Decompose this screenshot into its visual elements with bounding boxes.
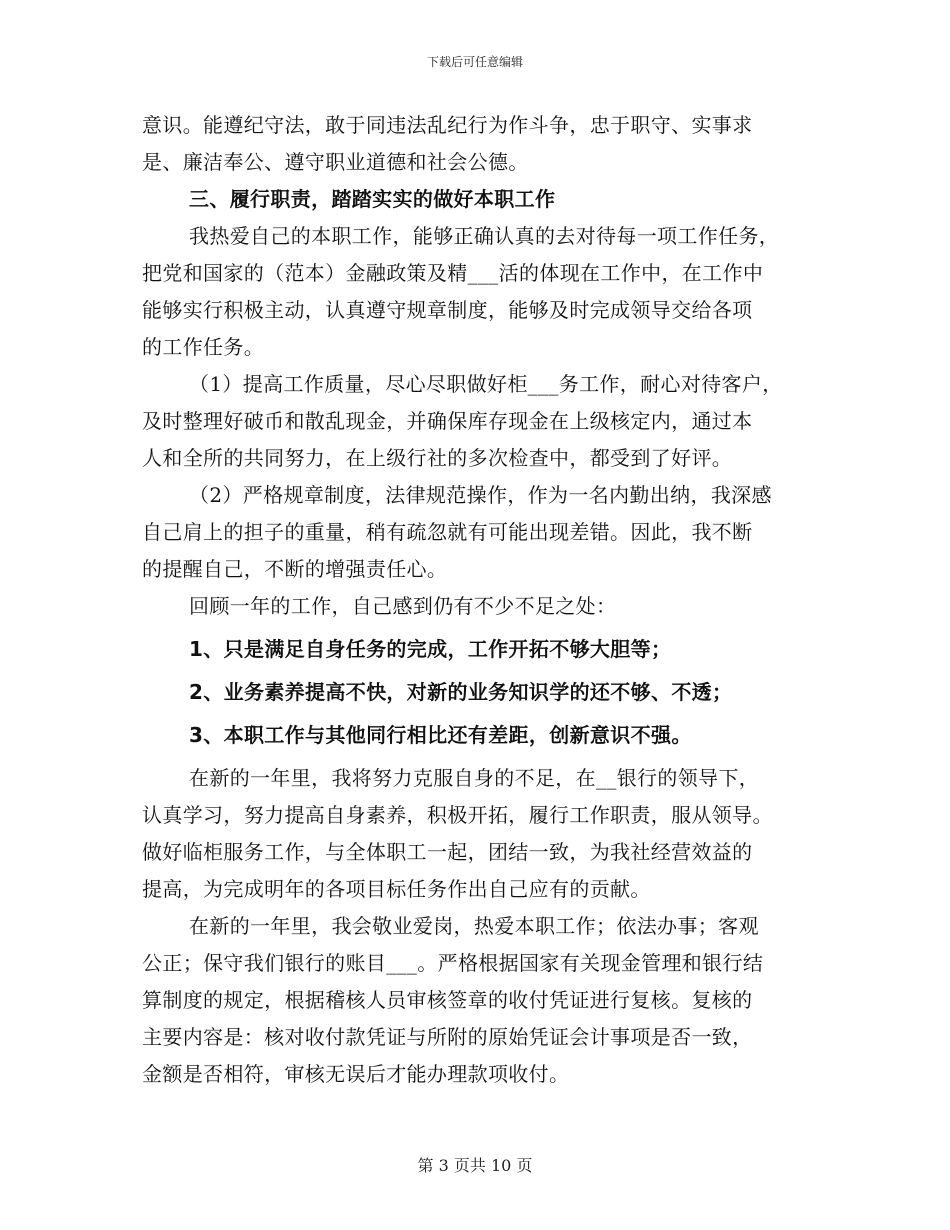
- bold-text-line: 1、只是满足自身任务的完成，工作开拓不够大胆等；: [189, 637, 672, 661]
- text-line: 主要内容是：核对收付款凭证与所附的原始凭证会计事项是否一致，: [142, 1025, 753, 1049]
- text-line: 及时整理好破币和散乱现金，并确保库存现金在上级核定内，通过本: [142, 409, 753, 433]
- text-line: 把党和国家的（范本）金融政策及精___活的体现在工作中，在工作中: [142, 261, 764, 285]
- page-header: 下载后可任意编辑: [426, 55, 523, 69]
- text-line: 提高，为完成明年的各项目标任务作出自己应有的贡献。: [142, 877, 651, 901]
- text-line: 回顾一年的工作，自己感到仍有不少不足之处：: [189, 594, 617, 618]
- text-line: 我热爱自己的本职工作，能够正确认真的去对待每一项工作任务，: [189, 224, 780, 248]
- text-line: 在新的一年里，我将努力克服自身的不足，在__银行的领导下，: [189, 766, 760, 790]
- text-line: 算制度的规定，根据稽核人员审核签章的收付凭证进行复核。复核的: [142, 988, 753, 1012]
- text-line: 的提醒自己，不断的增强责任心。: [142, 557, 448, 581]
- bold-text-line: 三、履行职责，踏踏实实的做好本职工作: [189, 187, 556, 211]
- text-line: 公正；保守我们银行的账目___。严格根据国家有关现金管理和银行结: [142, 951, 764, 975]
- text-line: 的工作任务。: [142, 335, 265, 359]
- text-line: （1）提高工作质量，尽心尽职做好柜___务工作，耐心对待客户，: [189, 372, 783, 396]
- text-line: 认真学习，努力提高自身素养，积极开拓，履行工作职责，服从领导。: [142, 803, 773, 827]
- text-line: 在新的一年里，我会敬业爱岗，热爱本职工作；依法办事；客观: [189, 914, 759, 938]
- document-body: [142, 107, 818, 1093]
- bold-text-line: 2、业务素养提高不快，对新的业务知识学的还不够、不透；: [189, 680, 733, 704]
- text-line: 自己肩上的担子的重量，稍有疏忽就有可能出现差错。因此，我不断: [142, 520, 753, 544]
- text-line: 能够实行积极主动，认真遵守规章制度，能够及时完成领导交给各项: [142, 298, 753, 322]
- text-line: 意识。能遵纪守法，敢于同违法乱纪行为作斗争，忠于职守、实事求: [142, 113, 753, 137]
- bold-text-line: 3、本职工作与其他同行相比还有差距，创新意识不强。: [189, 723, 692, 747]
- text-line: （2）严格规章制度，法律规范操作，作为一名内勤出纳，我深感: [189, 483, 772, 507]
- text-line: 做好临柜服务工作，与全体职工一起，团结一致，为我社经营效益的: [142, 840, 753, 864]
- page-footer: 第 3 页共 10 页: [417, 1156, 533, 1175]
- text-line: 是、廉洁奉公、遵守职业道德和社会公德。: [142, 150, 529, 174]
- text-line: 金额是否相符，审核无误后才能办理款项收付。: [142, 1062, 570, 1086]
- text-line: 人和全所的共同努力，在上级行社的多次检查中，都受到了好评。: [142, 446, 733, 470]
